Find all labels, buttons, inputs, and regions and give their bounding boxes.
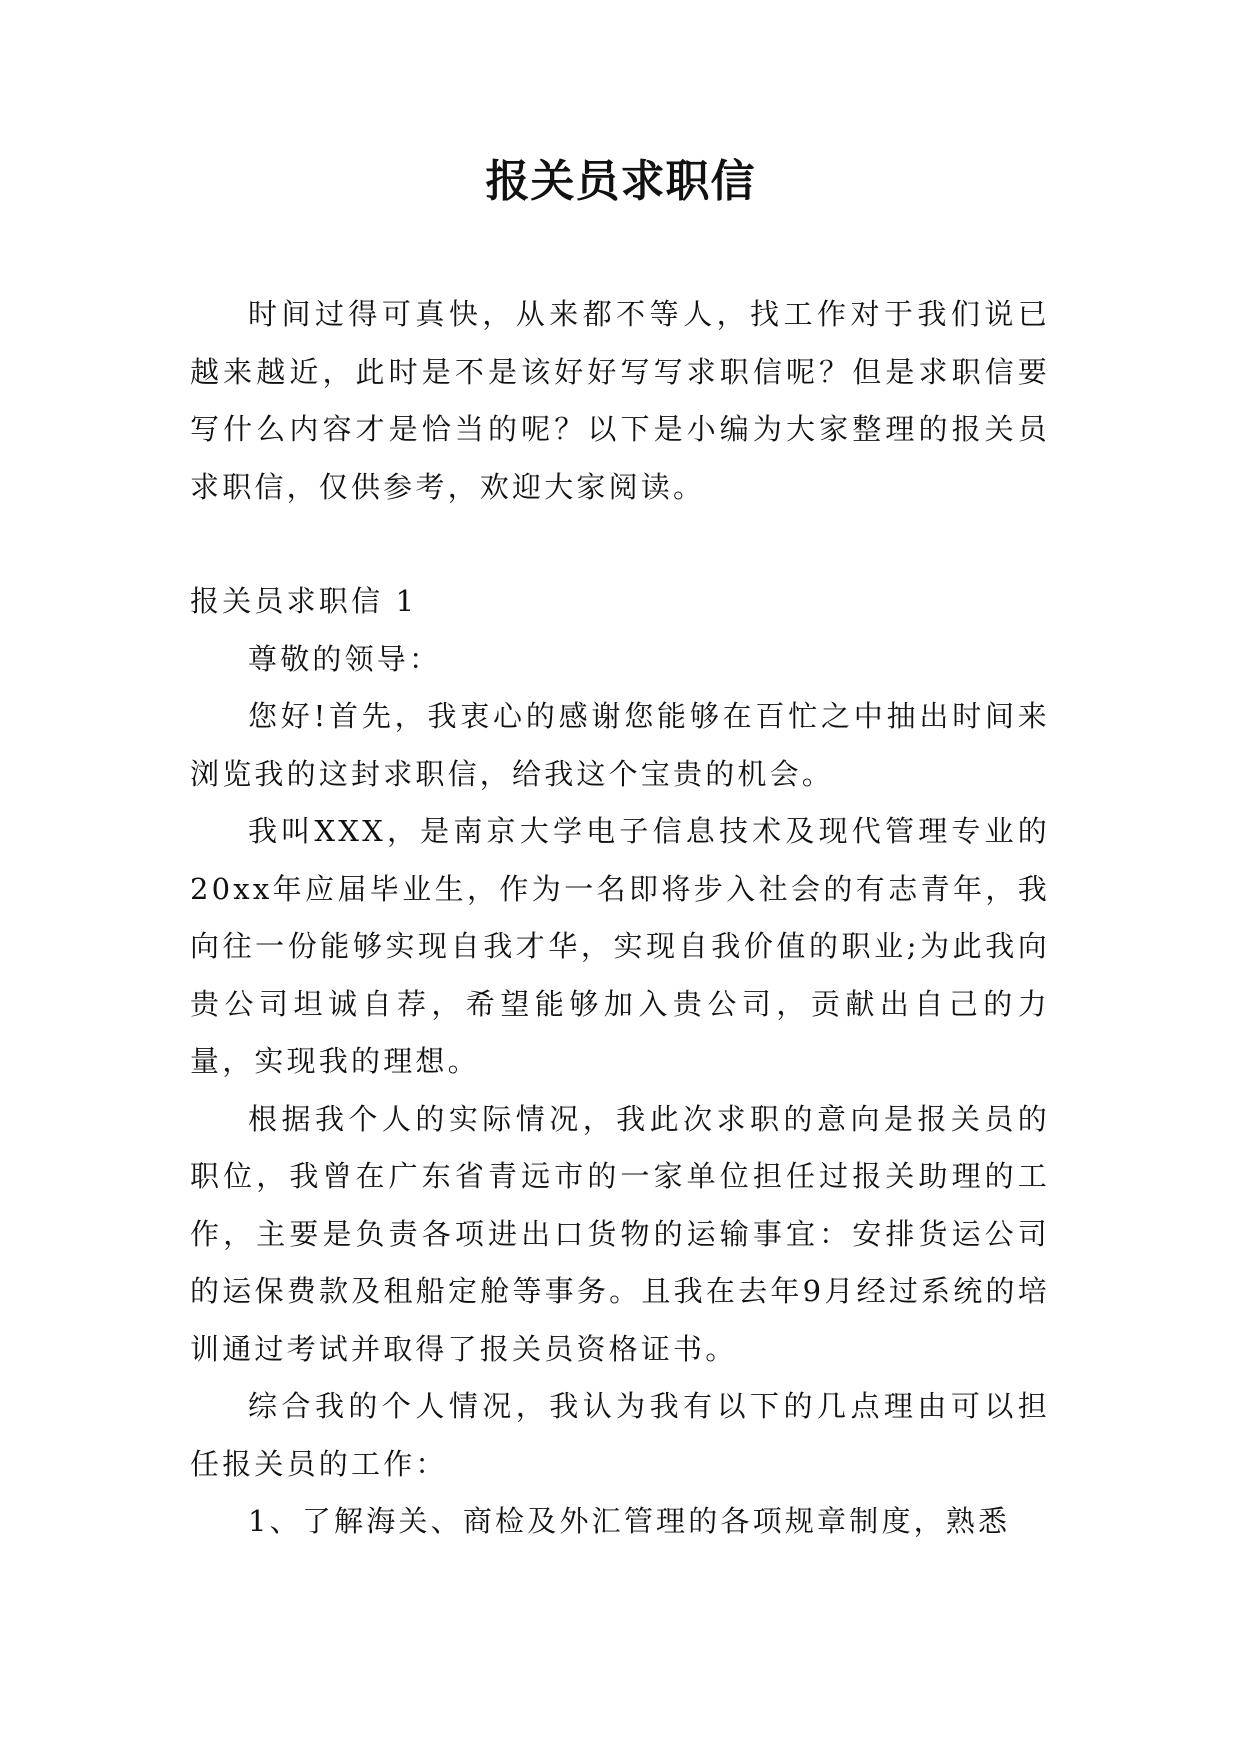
body-paragraph: 您好!首先，我衷心的感谢您能够在百忙之中抽出时间来浏览我的这封求职信，给我这个宝贵的机会。 xyxy=(190,699,1050,791)
salutation: 尊敬的领导： xyxy=(248,641,442,676)
body-paragraph: 根据我个人的实际情况，我此次求职的意向是报关员的职位，我曾在广东省青远市的一家单位担任过报关助理的工作，主要是负责各项进出口货物的运输事宜：安排货运公司的运保费款及租船定舱等事务。且我在去年9月经过系统的培训通过考试并取得了报关员资格证书。 xyxy=(190,1101,1050,1366)
body-paragraph: 综合我的个人情况，我认为我有以下的几点理由可以担任报关员的工作： xyxy=(190,1389,1050,1481)
body-paragraph: 1、了解海关、商检及外汇管理的各项规章制度，熟悉 xyxy=(248,1504,1011,1538)
intro-paragraph: 时间过得可真快，从来都不等人，找工作对于我们说已越来越近，此时是不是该好好写写求职信呢？但是求职信要写什么内容才是恰当的呢？以下是小编为大家整理的报关员求职信，仅供参考，欢迎大家阅读。 xyxy=(190,297,1050,504)
document-body xyxy=(190,286,1050,1551)
paragraph-spacer xyxy=(190,516,1050,573)
section-heading: 报关员求职信 1 xyxy=(190,584,418,618)
document-title: 报关员求职信 xyxy=(485,156,756,207)
body-paragraph: 我叫XXX，是南京大学电子信息技术及现代管理专业的20xx年应届毕业生，作为一名即将步入社会的有志青年，我向往一份能够实现自我才华，实现自我价值的职业;为此我向贵公司坦诚自荐，希望能够加入贵公司，贡献出自己的力量，实现我的理想。 xyxy=(190,814,1050,1078)
